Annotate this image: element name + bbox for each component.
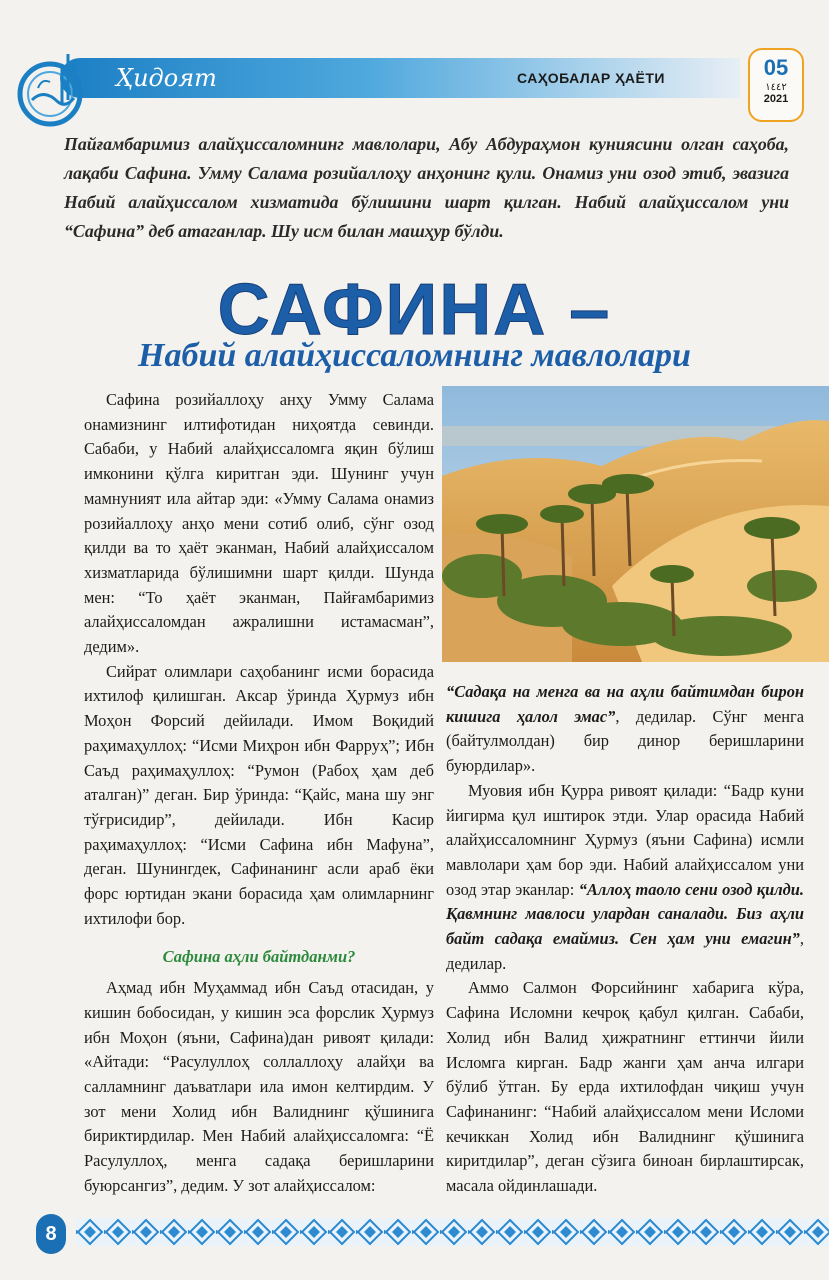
calligraphy-logo-icon [10,48,94,132]
paragraph-text: Муовия ибн Қурра ривоят қилади: “Бадр куни йигирма қул иштирок этди. Улар орасида Набий алайҳиссаломнинг Ҳурмуз (яъни Сафина) исмли мавлолари ҳам бор эди. Набий алайҳиссалом уни озод этар эканлар: [446,780,804,899]
paragraph [446,779,804,977]
paragraph-text: , дедилар. [446,929,804,973]
paragraph: Сийрат олимлари саҳобанинг исми борасида ихтилоф қилишган. Аксар ўринда Ҳурмуз ибн Моҳон Форсий дейилади. Имом Воқидий раҳимаҳуллоҳ: “Исми Миҳрон ибн Фарруҳ”; Ибн Саъд раҳимаҳуллоҳ: “Румон (Рабоҳ ҳам деб аталган)” деган. Бир ўринда: “Қайс, мана шу энг тўғрисидир”, дейилади. Ибн Касир раҳимаҳуллоҳ: “Исми Сафина ибн Мафуна”, деган. Шунингдек, Сафинанинг асли араб ёки форс юртидан экани борасида ҳам олимларнинг ихтилофи бор. [84,661,434,928]
article-subtitle: Набий алайҳиссаломнинг мавлолари [138,337,691,374]
issue-badge [748,48,804,122]
desert-oasis-photo-icon [442,386,829,662]
hadith-quote: “Садақа на менга ва на аҳли байтимдан бирон кишига ҳалол эмас” [446,682,804,726]
page-footer [0,1204,829,1264]
ornament-border-icon [76,1218,829,1246]
hijri-year: ١٤٤٢ [765,82,787,93]
section-subheading: Сафина аҳли байтданми? [162,947,356,967]
paragraph [446,680,804,779]
page-header [0,48,829,114]
paragraph-text: , дедилар. Сўнг менга (байтулмолдан) бир динор беришларини буюрдилар». [446,706,804,776]
left-column [84,388,434,1199]
paragraph: Аҳмад ибн Муҳаммад ибн Саъд отасидан, у кишин бобосидан, у кишин эса форслик Ҳурмуз ибн Моҳон (яъни, Сафина)дан ривоят қилади: «Айтади: “Расулуллоҳ соллаллоҳу алайҳи ва салламнинг даъватлари ила имон келтирдим. У зот мени Холид ибн Валиднинг қўшинига бириктирдилар. Мен Набий алайҳиссаломга: “Ё Расулуллоҳ, менга садақа беришларини буюрсангиз”, дедим. У зот алайҳиссалом: [84,978,434,1195]
article-title: САФИНА – [217,270,612,350]
paragraph: Сафина розийаллоҳу анҳу Умму Салама онамизнинг илтифотидан ниҳоятда севинди. Сабаби, у Набий алайҳиссаломга яқин бўлиш имконини қўлга киритган эди. Шунинг учун мамнуният ила айтар эди: «Умму Салама онамиз розийаллоҳу анҳо мени сотиб олиб, сўнг озод қилди ва то ҳаёт эканман, Набий алайҳиссалом хизматларида бўлишимни шарт қилди. Шунда мен: “То ҳаёт эканман, Пайғамбаримиз алайҳиссаломдан ажралишни истамасман”, дедим». [84,390,434,657]
rubric-title: САҲОБАЛАР ҲАЁТИ [517,70,665,86]
hadith-quote: “Аллоҳ таоло сени озод қилди. Қавмнинг мавлоси улардан саналади. Биз аҳли байт садақа емаймиз. Сен ҳам уни емагин” [446,879,804,949]
section-name: Ҳидоят [116,64,217,92]
lead-paragraph: Пайғамбаримиз алайҳиссаломнинг мавлолари, Абу Абдураҳмон куниясини олган саҳоба, лақаби Сафина. Умму Салама розийаллоҳу анҳонинг қули. Онамиз уни озод этиб, эвазига Набий алайҳиссалом хизматида бўлишини шарт қилган. Набий алайҳиссалом уни “Сафина” деб атаганлар. Шу исм билан машҳур бўлди. [64,134,789,241]
issue-year: 2021 [763,93,789,105]
issue-number: 05 [763,55,789,80]
paragraph: Аммо Салмон Форсийнинг хабарига кўра, Сафина Исломни кечроқ қабул қилган. Сабаби, Холид ибн Валид ҳижратнинг еттинчи йили Исломга кирган. Бадр жанги ҳам анча илгари бўлиб ўтган. Бу ерда ихтилофдан чиқиш учун Сафинанинг: “Набий алайҳиссалом мени Исломи кечиккан Холид ибн Валиднинг қўшинига киритдилар”, деган сўзига биноан бирлаштирсак, масала ойдинлашади. [446,978,804,1196]
right-column [446,680,804,1199]
page-number: 8 [36,1214,66,1254]
